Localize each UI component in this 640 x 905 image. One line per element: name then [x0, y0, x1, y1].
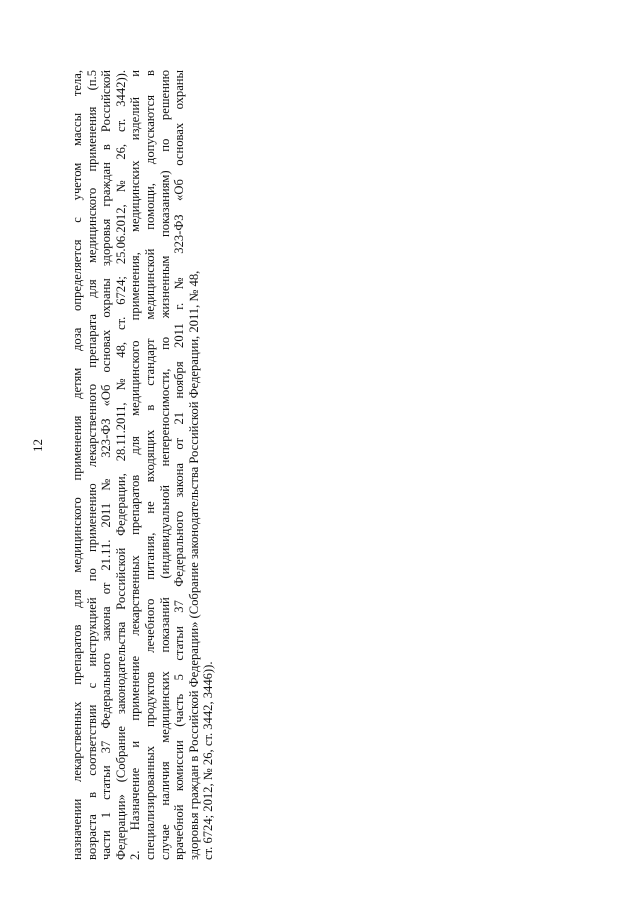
page-number: 12	[30, 439, 45, 452]
text-line: врачебной комиссии (часть 5 статьи 37 Федерального закона от 21 ноября 2011 г. № 323-ФЗ «Об основах охраны	[172, 70, 187, 860]
text-line: Федерации» (Собрание законодательства Российской Федерации, 28.11.2011, № 48, ст. 6724; 25.06.2012, № 26, ст. 3442)).	[113, 70, 128, 860]
text-line: здоровья граждан в Российской Федерации» (Собрание законодательства Российской Федерации, 2011, № 48,	[186, 270, 201, 860]
text-line: 2. Назначение и применение лекарственных препаратов для медицинского применения, медицинских изделий и	[128, 70, 143, 860]
text-line: случае наличия медицинских показаний (индивидуальной непереносимости, по жизненным показаниям) по решению	[157, 70, 172, 860]
text-line: назначении лекарственных препаратов для медицинского применения детям доза определяется с учетом массы тела,	[70, 70, 84, 860]
text-line: ст. 6724; 2012, № 26, ст. 3442, 3446)).	[201, 661, 216, 860]
body-text	[70, 40, 220, 860]
text-line: части 1 статьи 37 Федерального закона от 21.11. 2011 № 323-ФЗ «Об основах охраны здоровья граждан в Российской	[99, 70, 114, 860]
text-line: специализированных продуктов лечебного питания, не входящих в стандарт медицинской помощи, допускаются в	[142, 70, 157, 860]
text-line: возраста в соответствии с инструкцией по применению лекарственного препарата для медицинского применения (п.5	[84, 70, 99, 860]
